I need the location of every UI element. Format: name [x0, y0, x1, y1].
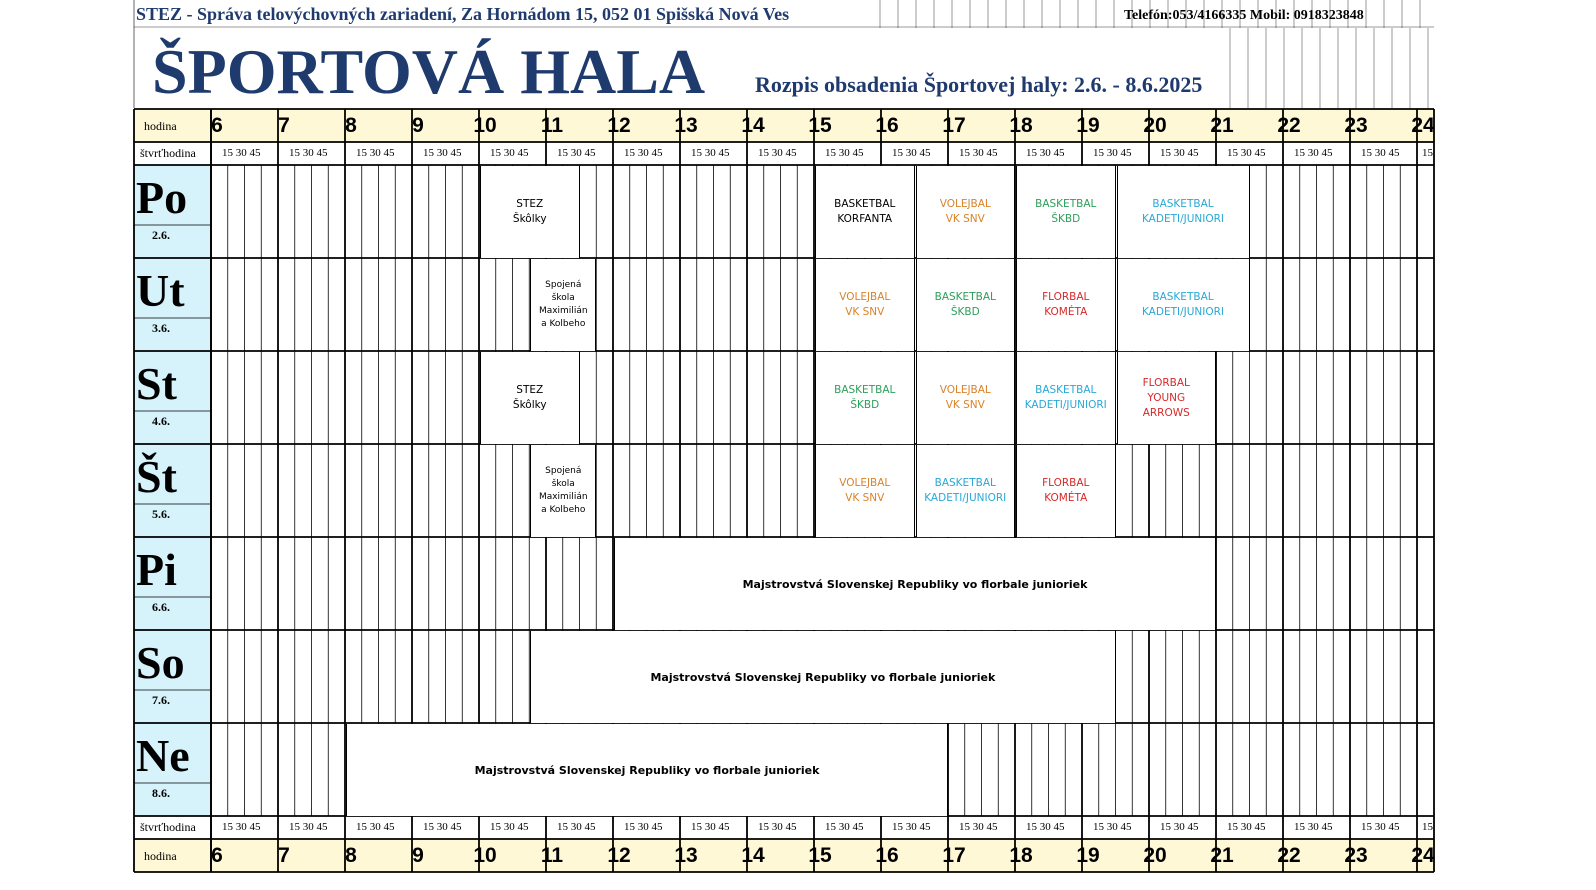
- day-date: 5.6.: [152, 507, 170, 521]
- event-line: BASKETBAL: [934, 477, 996, 489]
- day-name: Ne: [136, 730, 190, 781]
- event-line: BASKETBAL: [1035, 198, 1097, 210]
- hour-number: 14: [741, 114, 765, 137]
- hour-number: 18: [1009, 844, 1033, 867]
- hour-number: 6: [211, 114, 223, 137]
- event-text: [513, 383, 547, 413]
- quarter-marks: 15 30 45: [691, 147, 730, 159]
- quarter-marks: 15 30 45: [356, 821, 395, 833]
- event-text: [935, 290, 996, 320]
- hour-number: 18: [1009, 114, 1033, 137]
- day-name: So: [136, 637, 185, 688]
- quarter-marks: 15 30 45: [1093, 821, 1132, 833]
- event-block: [916, 352, 1016, 444]
- event-line: Spojená: [545, 466, 582, 476]
- quarter-label-bottom: štvrťhodina: [140, 820, 196, 834]
- quarter-marks: 15 30 45: [624, 147, 663, 159]
- quarter-marks: 15 30 45: [892, 147, 931, 159]
- day-name: Št: [136, 451, 177, 502]
- event-block: [480, 166, 580, 258]
- event-text: [1042, 290, 1089, 320]
- event-line: STEZ: [516, 198, 544, 210]
- event-line: VOLEJBAL: [939, 384, 991, 396]
- hour-number: 19: [1076, 844, 1100, 867]
- quarter-marks: 15 30 45: [557, 147, 596, 159]
- event-line: FLORBAL: [1042, 291, 1090, 303]
- event-line: ŠKBD: [850, 399, 880, 411]
- hour-label-bottom: hodina: [144, 849, 177, 863]
- event-line: VOLEJBAL: [939, 198, 991, 210]
- hour-number: 14: [741, 844, 765, 867]
- hour-number: 8: [345, 844, 357, 867]
- quarter-marks: 15 30 45: [1160, 821, 1199, 833]
- quarter-marks: 15: [1422, 147, 1433, 159]
- quarter-marks: 15 30 45: [691, 821, 730, 833]
- event-text: [839, 290, 890, 320]
- event-block: [1016, 352, 1116, 444]
- event-line: KORFANTA: [837, 213, 893, 225]
- event-block: [1016, 445, 1116, 537]
- quarter-marks: 15 30 45: [1294, 147, 1333, 159]
- event-block: [480, 352, 580, 444]
- event-text: [940, 383, 991, 413]
- event-block: [916, 445, 1016, 537]
- quarter-marks: 15 30 45: [1227, 821, 1266, 833]
- hour-number: 22: [1277, 844, 1301, 867]
- hour-number: 11: [540, 844, 564, 867]
- quarter-marks: 15 30 45: [624, 821, 663, 833]
- event-text: [1143, 376, 1190, 421]
- event-block: [530, 631, 1115, 723]
- quarter-marks: 15 30 45: [423, 147, 462, 159]
- event-line: ŠKBD: [1051, 213, 1081, 225]
- day-name: Po: [136, 172, 188, 223]
- hour-number: 10: [473, 844, 497, 867]
- event-block: [1016, 166, 1116, 258]
- quarter-marks: 15 30 45: [1093, 147, 1132, 159]
- schedule-subtitle: Rozpis obsadenia Športovej haly: 2.6. - 8.6.2025: [755, 72, 1203, 97]
- event-block: [614, 538, 1216, 630]
- event-line: VK SNV: [845, 306, 885, 318]
- hour-label-top: hodina: [144, 119, 177, 133]
- event-line: BASKETBAL: [834, 198, 896, 210]
- event-line: KADETI/JUNIORI: [1024, 399, 1107, 411]
- hour-number: 13: [674, 114, 698, 137]
- day-name: Pi: [136, 544, 177, 595]
- hour-number: 16: [875, 844, 899, 867]
- quarter-marks: 15 30 45: [959, 821, 998, 833]
- event-text: [834, 383, 895, 413]
- event-line: KOMÉTA: [1044, 492, 1088, 504]
- quarter-marks: 15 30 45: [289, 147, 328, 159]
- hour-number: 24: [1411, 844, 1435, 867]
- hour-number: 24: [1411, 114, 1435, 137]
- event-block: [1117, 259, 1250, 351]
- event-line: YOUNG: [1147, 391, 1186, 404]
- event-text: [743, 577, 1088, 592]
- event-text: [650, 670, 995, 685]
- quarter-marks: 15 30 45: [1361, 147, 1400, 159]
- hour-number: 13: [674, 844, 698, 867]
- quarter-marks: 15 30 45: [1361, 821, 1400, 833]
- event-line: VOLEJBAL: [839, 291, 891, 303]
- event-text: [513, 197, 547, 227]
- event-line: Spojená: [545, 280, 582, 290]
- hour-number: 20: [1143, 114, 1167, 137]
- event-line: Škôlky: [512, 213, 547, 225]
- day-date: 6.6.: [152, 600, 170, 614]
- event-line: FLORBAL: [1042, 477, 1090, 489]
- event-line: BASKETBAL: [934, 291, 996, 303]
- event-block: [916, 259, 1016, 351]
- event-text: [1142, 290, 1224, 320]
- event-line: VK SNV: [845, 492, 885, 504]
- event-block: [1016, 259, 1116, 351]
- event-line: BASKETBAL: [1035, 384, 1097, 396]
- event-text: [924, 476, 1006, 506]
- event-text: [539, 279, 588, 331]
- event-line: Majstrovstvá Slovenskej Republiky vo florbale junioriek: [742, 577, 1088, 591]
- hour-number: 16: [875, 114, 899, 137]
- event-line: ŠKBD: [950, 306, 980, 318]
- hour-number: 10: [473, 114, 497, 137]
- hour-number: 22: [1277, 114, 1301, 137]
- hour-number: 8: [345, 114, 357, 137]
- hour-number: 15: [808, 114, 832, 137]
- event-line: FLORBAL: [1142, 376, 1190, 389]
- event-block: [1117, 166, 1250, 258]
- quarter-marks: 15 30 45: [356, 147, 395, 159]
- day-date: 4.6.: [152, 414, 170, 428]
- event-block: [530, 445, 596, 537]
- day-name: Ut: [136, 265, 185, 316]
- hour-number: 20: [1143, 844, 1167, 867]
- event-text: [839, 476, 890, 506]
- event-block: [530, 259, 596, 351]
- event-block: [1117, 352, 1217, 444]
- event-block: [346, 724, 948, 816]
- event-text: [1042, 476, 1089, 506]
- day-date: 3.6.: [152, 321, 170, 335]
- event-line: Majstrovstvá Slovenskej Republiky vo florbale junioriek: [650, 670, 996, 684]
- contact-info: Telefón:053/4166335 Mobil: 0918323848: [1124, 8, 1364, 23]
- day-date: 7.6.: [152, 693, 170, 707]
- event-text: [834, 197, 895, 227]
- hour-number: 17: [942, 844, 966, 867]
- quarter-marks: 15 30 45: [490, 147, 529, 159]
- hour-number: 15: [808, 844, 832, 867]
- event-line: VOLEJBAL: [839, 477, 891, 489]
- quarter-marks: 15 30 45: [1026, 821, 1065, 833]
- event-text: [940, 197, 991, 227]
- event-line: KOMÉTA: [1044, 306, 1088, 318]
- event-block: [815, 166, 915, 258]
- hour-number: 23: [1344, 114, 1368, 137]
- quarter-marks: 15 30 45: [758, 147, 797, 159]
- event-line: VK SNV: [945, 399, 985, 411]
- quarter-marks: 15 30 45: [557, 821, 596, 833]
- quarter-marks: 15 30 45: [1026, 147, 1065, 159]
- event-line: Maximilián: [538, 492, 588, 502]
- quarter-marks: 15 30 45: [1294, 821, 1333, 833]
- organization-header: STEZ - Správa telovýchovných zariadení, Za Hornádom 15, 052 01 Spišská Nová Ves: [136, 4, 790, 24]
- event-line: Majstrovstvá Slovenskej Republiky vo florbale junioriek: [474, 763, 820, 777]
- event-line: KADETI/JUNIORI: [924, 492, 1007, 504]
- quarter-marks: 15: [1422, 821, 1433, 833]
- event-line: KADETI/JUNIORI: [1141, 306, 1225, 318]
- hour-number: 21: [1210, 844, 1234, 867]
- hour-number: 19: [1076, 114, 1100, 137]
- event-text: [539, 465, 588, 517]
- quarter-marks: 15 30 45: [825, 821, 864, 833]
- event-line: VK SNV: [945, 213, 985, 225]
- hour-number: 21: [1210, 114, 1234, 137]
- event-line: a Kolbeho: [541, 319, 586, 329]
- hour-number: 7: [278, 114, 290, 137]
- event-block: [916, 166, 1016, 258]
- quarter-label-top: štvrťhodina: [140, 146, 196, 160]
- hour-number: 12: [607, 114, 631, 137]
- hour-number: 12: [607, 844, 631, 867]
- quarter-marks: 15 30 45: [959, 147, 998, 159]
- quarter-marks: 15 30 45: [222, 821, 261, 833]
- page-title: ŠPORTOVÁ HALA: [152, 36, 706, 107]
- event-line: BASKETBAL: [834, 384, 896, 396]
- event-line: STEZ: [516, 384, 544, 396]
- day-name: St: [136, 358, 177, 409]
- hour-number: 7: [278, 844, 290, 867]
- event-line: Škôlky: [512, 399, 547, 411]
- event-block: [815, 445, 915, 537]
- event-line: škola: [551, 479, 575, 489]
- event-line: BASKETBAL: [1152, 291, 1214, 303]
- event-line: a Kolbeho: [541, 505, 586, 515]
- quarter-marks: 15 30 45: [892, 821, 931, 833]
- hour-number: 6: [211, 844, 223, 867]
- event-line: KADETI/JUNIORI: [1141, 213, 1225, 225]
- event-text: [1142, 197, 1224, 227]
- event-line: BASKETBAL: [1152, 198, 1214, 210]
- event-line: škola: [551, 293, 575, 303]
- quarter-marks: 15 30 45: [1227, 147, 1266, 159]
- event-text: [1025, 383, 1107, 413]
- hour-number: 17: [942, 114, 966, 137]
- event-text: [475, 763, 820, 778]
- event-block: [815, 259, 915, 351]
- quarter-marks: 15 30 45: [1160, 147, 1199, 159]
- quarter-marks: 15 30 45: [423, 821, 462, 833]
- quarter-marks: 15 30 45: [289, 821, 328, 833]
- day-date: 2.6.: [152, 228, 170, 242]
- hour-number: 11: [540, 114, 564, 137]
- event-text: [1035, 197, 1096, 227]
- event-line: ARROWS: [1142, 406, 1190, 419]
- quarter-marks: 15 30 45: [825, 147, 864, 159]
- hour-number: 9: [412, 114, 424, 137]
- day-date: 8.6.: [152, 786, 170, 800]
- quarter-marks: 15 30 45: [758, 821, 797, 833]
- quarter-marks: 15 30 45: [490, 821, 529, 833]
- quarter-marks: 15 30 45: [222, 147, 261, 159]
- event-line: Maximilián: [538, 306, 588, 316]
- hour-number: 9: [412, 844, 424, 867]
- event-block: [815, 352, 915, 444]
- hour-number: 23: [1344, 844, 1368, 867]
